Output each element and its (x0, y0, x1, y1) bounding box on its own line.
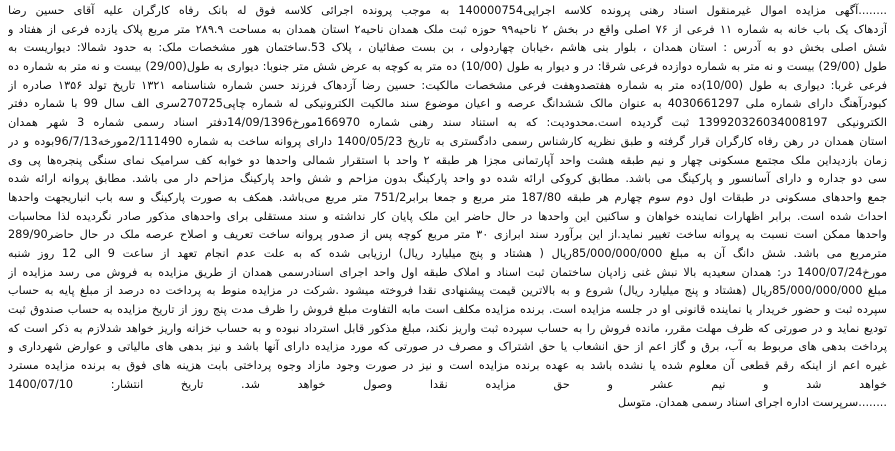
notice-line-19: پرداخت بدهی های مربوط به آب، برق و گاز اعم از حق انشعاب یا حق اشتراک و مصرف در صورتی که مورد مزایده دارای آنها باشد و نیز بدهی های مالیاتی و عوارض شهرداری و (8, 340, 887, 354)
auction-notice-text (8, 2, 887, 413)
notice-line-18: تودیع نماید و در صورتی که ظرف مهلت مقرر، مانده فروش را به حساب سپرده ثبت واریز نکند، مبلغ مذکور قابل استرداد نبوده و به حساب خزانه واریز خواهد شدلازم به ذکر است که (8, 321, 887, 335)
notice-line-13: واحدها ممکن است نسبت به پروانه ساخت تغییر نماید.از این برآورد سند ابرازی ۳۰ متر مربع کوچه پس از صدور پروانه ساخت تعریف و اصلاح عرصه ملک در حال حاضر289/90 (8, 228, 887, 242)
notice-line-5: فرعی غربا: دیواری به طول (10/00)ده متر به شماره هفتصدوهفت فرعی مشخصات مالکیت: حسین رضا آزدهاک فرزند حسن شماره شناسنامه ۱۳۲۱ تاریخ تولد ۱۳۵۶ صادره از (8, 78, 887, 92)
notice-line-17: سپرده ثبت و حضور خریدار یا نماینده قانونی او در جلسه مزایده است. برنده مزایده مکلف است مابه التفاوت مبلغ فروش را ظرف مدت پنج روز از تاریخ مزایده به حساب صندوق ثبت (8, 303, 887, 316)
notice-line-3: شش اصلی بخش دو به آدرس : استان همدان ، بلوار بنی هاشم ،خیابان چهاردولی ، بن بست صفائیان ، پلاک 53.ساختمان هور مشخصات ملک: به حدود شمالا: دیواریست به (8, 41, 887, 55)
notice-line-10: سی دو جداره و دارای آسانسور و پارکینگ می باشد. مطابق کروکی ارائه شده دو واحد پارکینگ بدون مزاحم و شش واحد پارکینگ مزاحم دار می باشد. مطابق پروانه ارائه شده (8, 172, 887, 186)
notice-line-6: کبودرآهنگ دارای شماره ملی 4030661297 به عنوان مالک ششدانگ عرصه و اعیان موضوع سند مالکیت الکترونیکی له شماره چاپی270725سری الف سال 99 با شماره دفتر (8, 97, 887, 111)
notice-line-4: طول (29/00) بیست و نه متر به شماره دوازده فرعی شرقا: در و دیوار به طول (10/00) ده متر به کوچه به عرض شش متر جنوبا: دیواری به طول(29/00) بیست و نه متر به شماره ده (8, 60, 887, 74)
notice-line-7: الکترونیکی 139920326034008197 ثبت گردیده است.محدودیت: که به استناد سند رهنی شماره 166970مورخ14/09/1396دفتر اسناد رسمی شماره 3 شهر همدان (8, 116, 887, 130)
notice-signature-line: ........سرپرست اداره اجرای اسناد رسمی همدان. متوسل (617, 396, 887, 410)
notice-line-12: احداث شده است. برابر اظهارات نماینده خواهان و ساکنین این واحدها در حال حاضر این ملک پایان کار نداشته و سند مستقلی برای واحدهای مذکور صادر نگردیده لذا محاسبات (8, 209, 887, 223)
notice-line-2: آزدهاک یک باب خانه به شماره ۱۱ فرعی از ۷۶ اصلی واقع در بخش ۲ ناحیه۹۹ حوزه ثبت ملک همدان ناحیه۲ استان همدان به مساحت ۲۸۹.۹ متر مربع پلاک یازده فرعی از هفتاد و (8, 22, 887, 36)
notice-line-21: خواهد شد و نیم عشر و حق مزایده نقدا وصول خواهد شد. تاریخ انتشار: 1400/07/10 (8, 377, 887, 391)
notice-line-11: جمع واحدهای مسکونی در طبقات اول دوم سوم چهارم هر طبقه 187/80 متر مربع و جمعا برابر751/2 متر مربع می‌باشد. همکف به صورت پارکینگ و سه باب انباریجهت واحدها (8, 190, 887, 204)
notice-line-8: استان همدان در رهن رفاه کارگران قرار گرفته و طبق نظریه کارشناس رسمی دادگستری به تاریخ 1400/05/23 دارای پروانه ساخت به شماره 2/111490مورخه96/7/13بوده و در (8, 134, 887, 148)
notice-line-16: مبلغ 85/000/000/000ریال (هشتاد و پنج میلیارد ریال) شروع و به بالاترین قیمت پیشنهادی نقدا فروخته میشود .شرکت در مزایده منوط به پرداخت ده درصد از مبلغ پایه به حساب (8, 284, 887, 298)
notice-line-1: ........آگهی مزایده اموال غیرمنقول اسناد رهنی پرونده کلاسه اجرایی140000754 به موجب پرونده اجرائی کلاسه فوق له بانک رفاه کارگران علیه آقای حسین رضا (8, 4, 887, 17)
notice-line-15: مورخ1400/07/24 در: همدان سعیدیه بالا نبش غنی زادپان ساختمان ثبت اسناد و املاک طبقه اول واحد اجرای اسنادرسمی همدان از طریق مزایده به فروش می رسد مزایده از (8, 265, 887, 279)
notice-line-9: زمان بازدیداین ملک مجتمع مسکونی چهار و نیم طبقه هشت واحد آپارتمانی مجزا هر طبقه ۲ واحد با استقرار شمالی واحدها دو خوابه کف سرامیک نمای سنگی پنجره‌ها پی وی (8, 153, 887, 167)
notice-line-20: غیره اعم از اینکه رقم قطعی آن معلوم شده یا نشده باشد به عهده برنده مزایده است و نیز در صورت وجود مازاد وجوه پرداختی بابت هزینه های فوق به برنده مزایده مسترد (8, 359, 887, 373)
notice-line-14: مترمربع می باشد. شش دانگ آن به مبلغ 85/000/000/000ریال ( هشتاد و پنج میلیارد ریال) ارزیابی شده که به علت عدم انجام تعهد از ساعت 9 الی 12 روز شنبه (8, 246, 887, 260)
